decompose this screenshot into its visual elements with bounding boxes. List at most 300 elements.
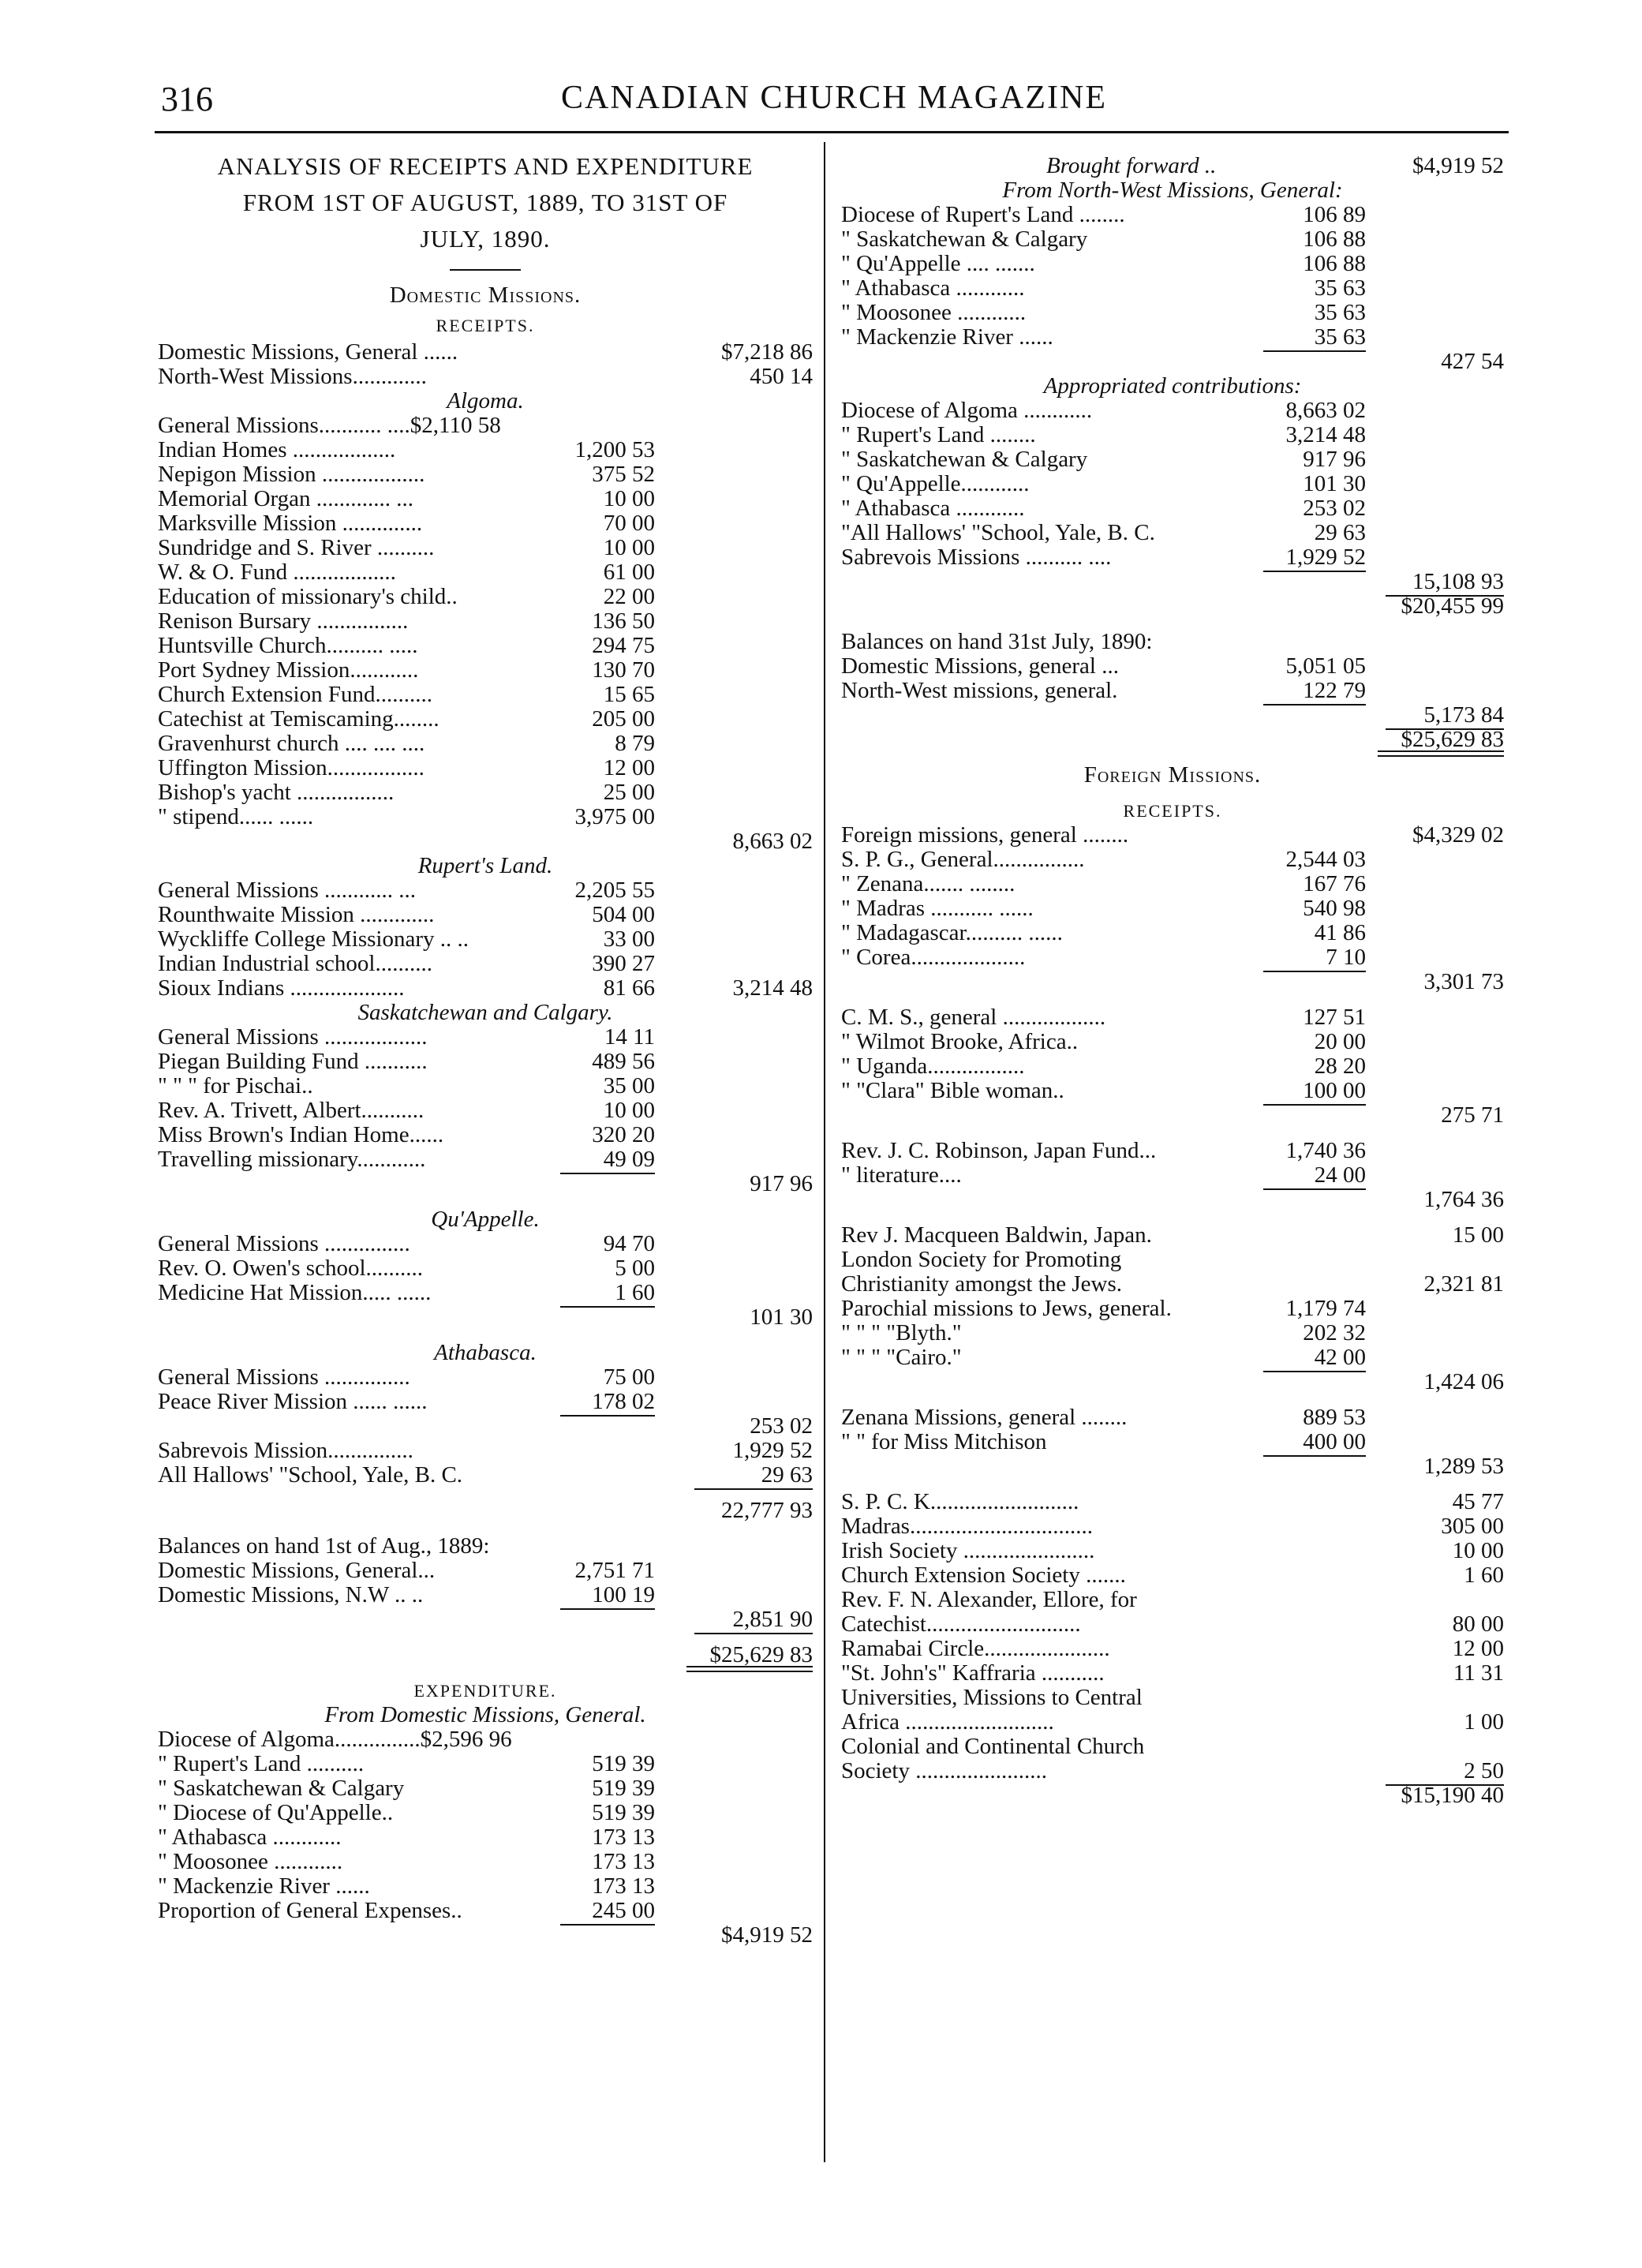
entry-label: Colonial and Continental Church <box>841 1734 1145 1759</box>
ledger-row <box>841 1139 1504 1163</box>
ledger-row <box>158 1727 813 1752</box>
ledger-row <box>158 1499 813 1523</box>
ledger-row <box>841 896 1504 921</box>
entry-label: Diocese of Rupert's Land ........ <box>841 202 1125 227</box>
subtotal-amount: 917 96 <box>750 1171 813 1196</box>
entry-label: Huntsville Church.......... ..... <box>158 633 418 658</box>
ledger-row <box>841 1454 1504 1479</box>
entry-label: Catechist at Temiscaming........ <box>158 706 439 732</box>
entry-amount: 106 88 <box>1303 251 1366 276</box>
ledger-row <box>841 1661 1504 1686</box>
entry-label: Sabrevois Missions .......... .... <box>841 545 1112 570</box>
ledger-row <box>158 732 813 756</box>
entry-label: Ramabai Circle...................... <box>841 1636 1110 1661</box>
entry-label: " Diocese of Qu'Appelle.. <box>158 1800 394 1825</box>
entry-label: W. & O. Fund .................. <box>158 560 396 585</box>
ledger-row <box>158 1559 813 1583</box>
entry-label: Catechist........................... <box>841 1611 1081 1637</box>
entry-label: Port Sydney Mission............ <box>158 657 419 683</box>
ledger-row <box>841 521 1504 545</box>
entry-amount: 2,751 71 <box>574 1558 655 1583</box>
entry-label: Renison Bursary ................ <box>158 608 409 634</box>
ledger-row <box>158 1899 813 1923</box>
entry-label: Madras................................ <box>841 1514 1093 1539</box>
ledger-row <box>841 1710 1504 1735</box>
subsection-heading <box>841 178 1504 203</box>
entry-amount: 294 75 <box>592 633 655 658</box>
entry-label: General Missions........... ....$2,110 58 <box>158 413 501 438</box>
entry-amount: 504 00 <box>592 902 655 927</box>
ledger-row <box>841 301 1504 325</box>
left-ledger <box>158 340 813 1948</box>
entry-label: "St. John's" Kaffraria ........... <box>841 1660 1105 1686</box>
entry-amount: 540 98 <box>1303 896 1366 921</box>
entry-label: Piegan Building Fund ........... <box>158 1049 428 1074</box>
ledger-row <box>841 1345 1504 1370</box>
entry-label: Society ....................... <box>841 1758 1047 1783</box>
spacer <box>841 1479 1504 1490</box>
spacer <box>158 1330 813 1341</box>
section-heading <box>158 1679 813 1703</box>
entry-label: Church Extension Fund.......... <box>158 682 432 707</box>
entry-label: " Qu'Appelle .... ....... <box>841 251 1035 276</box>
entry-label: All Hallows' "School, Yale, B. C. <box>158 1462 463 1488</box>
subsection-heading-text: Athabasca. <box>434 1340 537 1365</box>
entry-label: Rounthwaite Mission ............. <box>158 902 435 927</box>
entry-amount: 202 32 <box>1303 1320 1366 1345</box>
entry-label: Balances on hand 31st July, 1890: <box>841 629 1153 654</box>
entry-label: Church Extension Society ....... <box>841 1563 1126 1588</box>
ledger-row <box>841 1637 1504 1661</box>
entry-label: C. M. S., general .................. <box>841 1005 1106 1030</box>
ledger-row <box>158 1776 813 1801</box>
ledger-row <box>841 1005 1504 1030</box>
subtotal-amount: 2,321 81 <box>1423 1271 1504 1297</box>
spacer <box>158 1196 813 1207</box>
subsection-heading-text: From North-West Missions, General: <box>1002 178 1343 203</box>
ledger-row <box>158 1123 813 1147</box>
ledger-row <box>158 1232 813 1256</box>
ledger-row <box>158 1825 813 1850</box>
entry-label: Africa .......................... <box>841 1709 1054 1735</box>
entry-label: " literature.... <box>841 1162 962 1188</box>
subtotal-amount: $4,329 02 <box>1412 822 1504 848</box>
ledger-row <box>841 1430 1504 1454</box>
subtotal-amount: $25,629 83 <box>1401 727 1504 752</box>
entry-amount: 49 09 <box>603 1147 655 1172</box>
entry-label: Domestic Missions, N.W .. .. <box>158 1582 424 1607</box>
section-heading-text: RECEIPTS. <box>1123 801 1222 821</box>
entry-label: General Missions ............... <box>158 1364 410 1390</box>
entry-label: " "Clara" Bible woman.. <box>841 1078 1064 1103</box>
ledger-row <box>841 921 1504 945</box>
entry-label: " Saskatchewan & Calgary <box>158 1776 405 1801</box>
ledger-row <box>158 976 813 1001</box>
entry-label: " Mackenzie River ...... <box>158 1873 370 1899</box>
entry-label: Sundridge and S. River .......... <box>158 535 435 560</box>
ledger-row <box>841 1588 1504 1612</box>
ledger-row <box>841 1563 1504 1588</box>
section-heading-text: EXPENDITURE. <box>413 1681 557 1701</box>
entry-label: " Saskatchewan & Calgary <box>841 226 1088 252</box>
ledger-row <box>841 945 1504 970</box>
entry-amount: 178 02 <box>592 1389 655 1414</box>
ledger-row <box>841 203 1504 227</box>
subtotal-amount: 45 77 <box>1452 1489 1504 1514</box>
ledger-row <box>841 679 1504 703</box>
subtotal-amount: $4,919 52 <box>1412 153 1504 178</box>
subsection-heading-text: Appropriated contributions: <box>1043 373 1302 399</box>
ledger-row <box>158 1534 813 1559</box>
ledger-row <box>841 154 1504 178</box>
entry-amount: 167 76 <box>1303 871 1366 896</box>
entry-amount: 106 88 <box>1303 226 1366 252</box>
entry-label: " " " for Pischai.. <box>158 1073 313 1098</box>
entry-amount: 2,205 55 <box>574 878 655 903</box>
entry-amount: 1,200 53 <box>574 437 655 462</box>
entry-amount: 61 00 <box>603 560 655 585</box>
entry-label: " Rupert's Land ........ <box>841 422 1036 447</box>
analysis-title-line-1: ANALYSIS OF RECEIPTS AND EXPENDITURE <box>217 152 754 180</box>
subsection-heading-text: Qu'Appelle. <box>431 1207 540 1232</box>
entry-label: Rev. A. Trivett, Albert........... <box>158 1098 425 1123</box>
ledger-row <box>158 365 813 389</box>
ledger-row <box>841 1248 1504 1272</box>
entry-label: Rev. F. N. Alexander, Ellore, for <box>841 1587 1137 1612</box>
entry-label: General Missions ............... <box>158 1231 410 1256</box>
entry-amount: 1,740 36 <box>1285 1138 1366 1163</box>
entry-amount: 173 13 <box>592 1873 655 1899</box>
entry-amount: 1 60 <box>615 1280 655 1305</box>
section-heading-text: Foreign Missions. <box>1083 762 1262 788</box>
subtotal-amount: 5,173 84 <box>1423 702 1504 728</box>
entry-amount: 15 65 <box>603 682 655 707</box>
entry-label: Domestic Missions, General ...... <box>158 339 458 365</box>
entry-label: " Madras ........... ...... <box>841 896 1034 921</box>
ledger-row <box>841 496 1504 521</box>
entry-amount: 7 10 <box>1326 945 1366 970</box>
entry-label: Nepigon Mission .................. <box>158 462 425 487</box>
entry-amount: 100 19 <box>592 1582 655 1607</box>
spacer <box>841 1212 1504 1223</box>
entry-amount: 20 00 <box>1314 1029 1366 1054</box>
subtotal-amount: 1 60 <box>1464 1563 1504 1588</box>
subtotal-amount: 15 00 <box>1452 1222 1504 1248</box>
entry-amount: 33 00 <box>603 926 655 952</box>
entry-amount: 42 00 <box>1314 1345 1366 1370</box>
subtotal-amount: 1,764 36 <box>1423 1187 1504 1212</box>
entry-amount: 375 52 <box>592 462 655 487</box>
ledger-row <box>158 756 813 780</box>
ledger-row <box>158 487 813 511</box>
ledger-row <box>841 1188 1504 1212</box>
entry-label: Universities, Missions to Central <box>841 1685 1143 1710</box>
entry-amount: 81 66 <box>603 975 655 1001</box>
entry-amount: 70 00 <box>603 511 655 536</box>
ledger-row <box>841 630 1504 654</box>
ledger-row <box>158 1439 813 1463</box>
entry-label: " Mackenzie River ...... <box>841 324 1053 350</box>
entry-amount: 122 79 <box>1303 678 1366 703</box>
subtotal-amount: 3,301 73 <box>1423 969 1504 994</box>
entry-label: " Corea.................... <box>841 945 1026 970</box>
entry-amount: 25 00 <box>603 780 655 805</box>
entry-amount: 41 86 <box>1314 920 1366 945</box>
entry-label: " Moosonee ............ <box>841 300 1027 325</box>
ledger-row <box>841 848 1504 872</box>
subtotal-amount: 10 00 <box>1452 1538 1504 1563</box>
ledger-row <box>158 560 813 585</box>
entry-label: Gravenhurst church .... .... .... <box>158 731 425 756</box>
ledger-row <box>841 472 1504 496</box>
ledger-row <box>841 1030 1504 1054</box>
subtotal-amount: $25,629 83 <box>709 1642 813 1667</box>
ledger-row <box>158 1050 813 1074</box>
entry-label: Sabrevois Mission............... <box>158 1438 413 1463</box>
entry-label: Uffington Mission................. <box>158 755 425 780</box>
ledger-row <box>158 1874 813 1899</box>
entry-amount: 100 00 <box>1303 1078 1366 1103</box>
entry-amount: 22 00 <box>603 584 655 609</box>
ledger-row <box>841 1079 1504 1103</box>
ledger-row <box>158 536 813 560</box>
entry-label: " Madagascar.......... ...... <box>841 920 1063 945</box>
entry-amount: 390 27 <box>592 951 655 976</box>
entry-label: Diocese of Algoma...............$2,596 96 <box>158 1727 512 1752</box>
ledger-row <box>158 1923 813 1948</box>
page-header <box>161 79 1507 126</box>
ledger-row <box>841 252 1504 276</box>
ledger-row <box>158 927 813 952</box>
ledger-row <box>158 462 813 487</box>
ledger-row <box>841 1054 1504 1079</box>
ledger-row <box>841 1297 1504 1321</box>
subtotal-amount: $7,218 86 <box>721 339 813 365</box>
section-heading <box>841 799 1504 823</box>
spacer <box>158 1523 813 1534</box>
entry-label: Domestic Missions, General... <box>158 1558 436 1583</box>
entry-label: " Qu'Appelle............ <box>841 471 1030 496</box>
entry-label: Proportion of General Expenses.. <box>158 1898 462 1923</box>
left-column <box>158 154 813 1948</box>
entry-amount: 245 00 <box>592 1898 655 1923</box>
entry-amount: 400 00 <box>1303 1429 1366 1454</box>
entry-label: Rev. J. C. Robinson, Japan Fund... <box>841 1138 1157 1163</box>
entry-label: " " for Miss Mitchison <box>841 1429 1047 1454</box>
entry-label: Parochial missions to Jews, general. <box>841 1296 1172 1321</box>
ledger-row <box>841 654 1504 679</box>
entry-label: Domestic Missions, general ... <box>841 653 1119 679</box>
entry-label: S. P. C. K.......................... <box>841 1489 1079 1514</box>
ledger-row <box>158 609 813 634</box>
ledger-row <box>158 1172 813 1196</box>
ledger-row <box>158 634 813 658</box>
entry-label: " " " "Cairo." <box>841 1345 962 1370</box>
ledger-row <box>158 878 813 903</box>
ledger-row <box>841 1405 1504 1430</box>
ledger-row <box>158 1463 813 1488</box>
subtotal-amount: $15,190 40 <box>1401 1783 1504 1808</box>
entry-label: " Rupert's Land .......... <box>158 1751 365 1776</box>
spacer <box>158 1488 813 1499</box>
ledger-row <box>841 1686 1504 1710</box>
entry-label: Diocese of Algoma ............ <box>841 398 1093 423</box>
subtotal-amount: 22,777 93 <box>721 1498 813 1523</box>
ledger-row <box>841 227 1504 252</box>
ledger-row <box>841 823 1504 848</box>
subtotal-amount: 1,289 53 <box>1423 1454 1504 1479</box>
analysis-title-line-3: JULY, 1890. <box>420 225 551 253</box>
subtotal-amount: 253 02 <box>750 1413 813 1439</box>
subtotal-amount: 8,663 02 <box>732 829 813 854</box>
subtotal-amount: 1 00 <box>1464 1709 1504 1735</box>
entry-label: Miss Brown's Indian Home...... <box>158 1122 444 1147</box>
subtotal-amount: 275 71 <box>1441 1102 1504 1128</box>
ledger-row <box>841 1370 1504 1394</box>
entry-amount: 3,214 48 <box>1285 422 1366 447</box>
ledger-row <box>841 1612 1504 1637</box>
subsection-heading <box>158 854 813 878</box>
spacer <box>158 1667 813 1679</box>
ledger-row <box>158 707 813 732</box>
ledger-row <box>158 1414 813 1439</box>
spacer <box>841 994 1504 1005</box>
entry-label: North-West missions, general. <box>841 678 1118 703</box>
entry-amount: 889 53 <box>1303 1405 1366 1430</box>
entry-label: Education of missionary's child.. <box>158 584 458 609</box>
spacer <box>158 1632 813 1643</box>
subsection-heading <box>158 389 813 414</box>
ledger-row <box>841 350 1504 374</box>
ledger-row <box>158 952 813 976</box>
ledger-row <box>841 594 1504 619</box>
entry-label: " stipend...... ...... <box>158 804 314 829</box>
entry-label: " " " "Blyth." <box>841 1320 962 1345</box>
ledger-row <box>841 1783 1504 1808</box>
entry-label: General Missions ............ ... <box>158 878 417 903</box>
ledger-row <box>841 728 1504 752</box>
subtotal-amount: $20,455 99 <box>1401 593 1504 619</box>
magazine-title: CANADIAN CHURCH MAGAZINE <box>561 80 1107 116</box>
ledger-row <box>841 1103 1504 1128</box>
entry-label: Memorial Organ ............. ... <box>158 486 414 511</box>
entry-amount: 28 20 <box>1314 1054 1366 1079</box>
entry-label: Peace River Mission ...... ...... <box>158 1389 428 1414</box>
ledger-row <box>158 658 813 683</box>
subsection-heading <box>158 1001 813 1025</box>
entry-label: Rev J. Macqueen Baldwin, Japan. <box>841 1222 1152 1248</box>
entry-amount: 10 00 <box>603 486 655 511</box>
ledger-row <box>841 872 1504 896</box>
subtotal-amount: 101 30 <box>750 1304 813 1330</box>
entry-amount: 106 89 <box>1303 202 1366 227</box>
ledger-row <box>158 1281 813 1305</box>
entry-label: Indian Homes .................. <box>158 437 396 462</box>
subtotal-amount: 15,108 93 <box>1412 569 1504 594</box>
entry-amount: 173 13 <box>592 1825 655 1850</box>
ledger-row <box>158 1098 813 1123</box>
domestic-missions-heading: Domestic Missions. <box>389 283 582 308</box>
entry-amount: 35 63 <box>1314 324 1366 350</box>
subsection-heading-text: Saskatchewan and Calgary. <box>357 1000 613 1025</box>
ledger-row <box>841 1514 1504 1539</box>
entry-amount: 519 39 <box>592 1751 655 1776</box>
ledger-row <box>158 805 813 829</box>
ledger-row <box>841 1539 1504 1563</box>
entry-label: Marksville Mission .............. <box>158 511 423 536</box>
ledger-row <box>841 423 1504 447</box>
ledger-row <box>158 1752 813 1776</box>
ledger-row <box>841 447 1504 472</box>
subtotal-amount: 29 63 <box>761 1462 813 1488</box>
entry-label: Zenana Missions, general ........ <box>841 1405 1128 1430</box>
subtotal-amount: 1,424 06 <box>1423 1369 1504 1394</box>
ledger-row <box>158 1643 813 1667</box>
ledger-row <box>158 438 813 462</box>
column-divider <box>824 142 825 2162</box>
entry-amount: 35 00 <box>603 1073 655 1098</box>
entry-amount: 136 50 <box>592 608 655 634</box>
entry-amount: 320 20 <box>592 1122 655 1147</box>
entry-amount: 5,051 05 <box>1285 653 1366 679</box>
entry-label: Sioux Indians .................... <box>158 975 405 1001</box>
entry-amount: 3,975 00 <box>574 804 655 829</box>
entry-amount: 35 63 <box>1314 300 1366 325</box>
entry-amount: 130 70 <box>592 657 655 683</box>
entry-amount: 205 00 <box>592 706 655 732</box>
header-rule <box>155 131 1509 133</box>
ledger-row <box>158 1256 813 1281</box>
entry-amount: 35 63 <box>1314 275 1366 301</box>
entry-label: " Zenana....... ........ <box>841 871 1015 896</box>
entry-amount: 24 00 <box>1314 1162 1366 1188</box>
ledger-row <box>158 1147 813 1172</box>
subtotal-amount: 80 00 <box>1452 1611 1504 1637</box>
spacer <box>841 619 1504 630</box>
entry-label: North-West Missions............. <box>158 364 427 389</box>
ledger-row <box>158 414 813 438</box>
entry-amount: 8,663 02 <box>1285 398 1366 423</box>
entry-label: London Society for Promoting <box>841 1247 1122 1272</box>
ledger-row <box>841 276 1504 301</box>
subtotal-amount: 2,851 90 <box>732 1607 813 1632</box>
subtotal-amount: 3,214 48 <box>732 975 813 1001</box>
entry-amount: 94 70 <box>603 1231 655 1256</box>
entry-label: Balances on hand 1st of Aug., 1889: <box>158 1533 490 1559</box>
ledger-row <box>841 545 1504 570</box>
entry-label: "All Hallows' "School, Yale, B. C. <box>841 520 1155 545</box>
entry-label: Foreign missions, general ........ <box>841 822 1129 848</box>
ledger-row <box>158 1607 813 1632</box>
entry-amount: 2,544 03 <box>1285 847 1366 872</box>
entry-amount: 14 11 <box>604 1024 655 1050</box>
ledger-row <box>841 1735 1504 1759</box>
entry-amount: 489 56 <box>592 1049 655 1074</box>
entry-amount: 173 13 <box>592 1849 655 1874</box>
entry-label: Rev. O. Owen's school.......... <box>158 1256 424 1281</box>
entry-amount: 75 00 <box>603 1364 655 1390</box>
ledger-row <box>841 1759 1504 1783</box>
subsection-heading-text: Rupert's Land. <box>417 853 553 878</box>
ledger-row <box>158 780 813 805</box>
entry-amount: 519 39 <box>592 1776 655 1801</box>
ledger-row <box>158 683 813 707</box>
spacer <box>841 752 1504 763</box>
ledger-row <box>158 903 813 927</box>
ledger-row <box>841 703 1504 728</box>
entry-label: General Missions .................. <box>158 1024 428 1050</box>
ledger-row <box>158 511 813 536</box>
